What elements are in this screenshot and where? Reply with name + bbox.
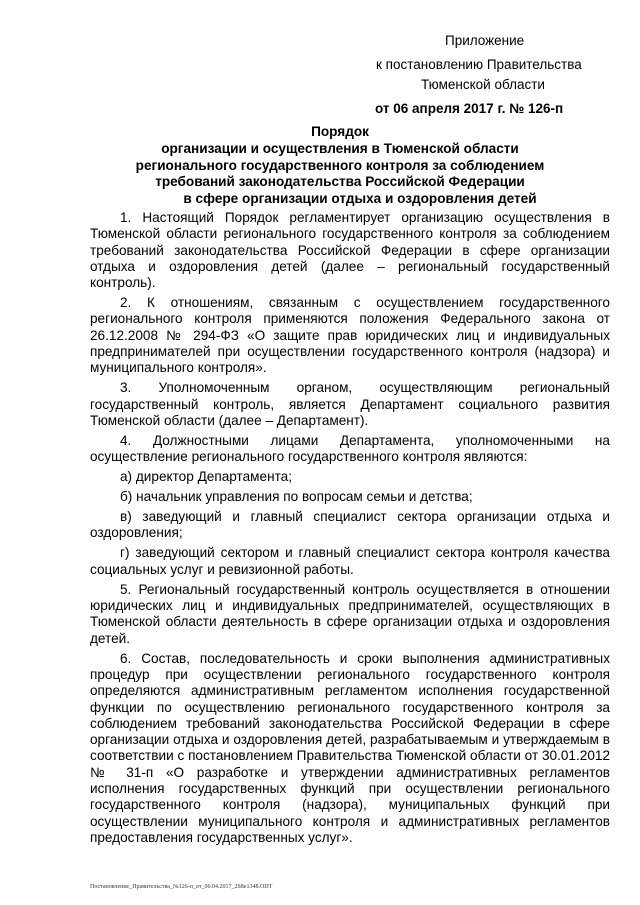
paragraph-3: 3. Уполномоченным органом, осуществляющим региональный государственный контроль, является Департамент социального развития Тюменской области (далее – Департамент). bbox=[90, 380, 610, 428]
paragraph-6: 6. Состав, последовательность и сроки выполнения административных процедур при осуществлении регионального государственного контроля определяются административным регламентом исполнения государственной функции по осуществлению регионального государственного контроля за соблюдением требований законодательства Российской Федерации в сфере организации отдыха и оздоровления детей, разрабатываемым и утверждаемым в соответствии с постановлением Правительства Тюменской области от 30.01.2012 № 31-п «О разработке и утверждении административных регламентов исполнения государственных функций при осуществлении регионального государственного контроля (надзора), муниципальных функций при осуществлении муниципального контроля и административных регламентов предоставления государственных услуг». bbox=[90, 650, 610, 845]
list-item-a: а) директор Департамента; bbox=[120, 469, 292, 485]
paragraph-1: 1. Настоящий Порядок регламентирует организацию осуществления в Тюменской области регионального государственного контроля за соблюдением требований законодательства Российской Федерации в сфере организации отдыха и оздоровления детей (далее – региональный государственный контроль). bbox=[90, 210, 610, 291]
appendix-line-1: к постановлению Правительства bbox=[376, 57, 582, 72]
document-body bbox=[90, 210, 610, 850]
paragraph-4: 4. Должностными лицами Департамента, уполномоченными на осуществление регионального государственного контроля являются: bbox=[90, 432, 610, 465]
title-line-3: регионального государственного контроля за соблюдением bbox=[135, 157, 545, 173]
file-footer: Постановление_Правительства_№126-п_от_06.04.2017_2S8e1348.ODT bbox=[90, 884, 273, 890]
title-line-4: требований законодательства Российской Федерации bbox=[155, 174, 525, 190]
title-line-2: организации и осуществления в Тюменской области bbox=[161, 140, 519, 156]
appendix-line-2: Тюменской области bbox=[421, 77, 545, 92]
paragraph-2: 2. К отношениям, связанным с осуществлением государственного регионального контроля применяются положения Федерального закона от 26.12.2008 № 294-ФЗ «О защите прав юридических лиц и индивидуальных предпринимателей при осуществлении государственного контроля (надзора) и муниципального контроля». bbox=[90, 295, 610, 376]
list-item-v: в) заведующий и главный специалист сектора организации отдыха и оздоровления; bbox=[90, 509, 610, 541]
list-item-g: г) заведующий сектором и главный специалист сектора контроля качества социальных услуг и ревизионной работы. bbox=[90, 545, 610, 577]
title-line-5: в сфере организации отдыха и оздоровления детей bbox=[183, 191, 537, 207]
appendix-title: Приложение bbox=[445, 33, 525, 48]
list-item-b: б) начальник управления по вопросам семьи и детства; bbox=[120, 489, 473, 505]
title-line-1: Порядок bbox=[311, 124, 369, 139]
appendix-date: от 06 апреля 2017 г. № 126-п bbox=[375, 101, 564, 116]
document-title bbox=[60, 124, 620, 208]
paragraph-5: 5. Региональный государственный контроль осуществляется в отношении юридических лиц и индивидуальных предпринимателей, осуществляющих в Тюменской области деятельность в сфере организации отдыха и оздоровления детей. bbox=[90, 581, 610, 646]
